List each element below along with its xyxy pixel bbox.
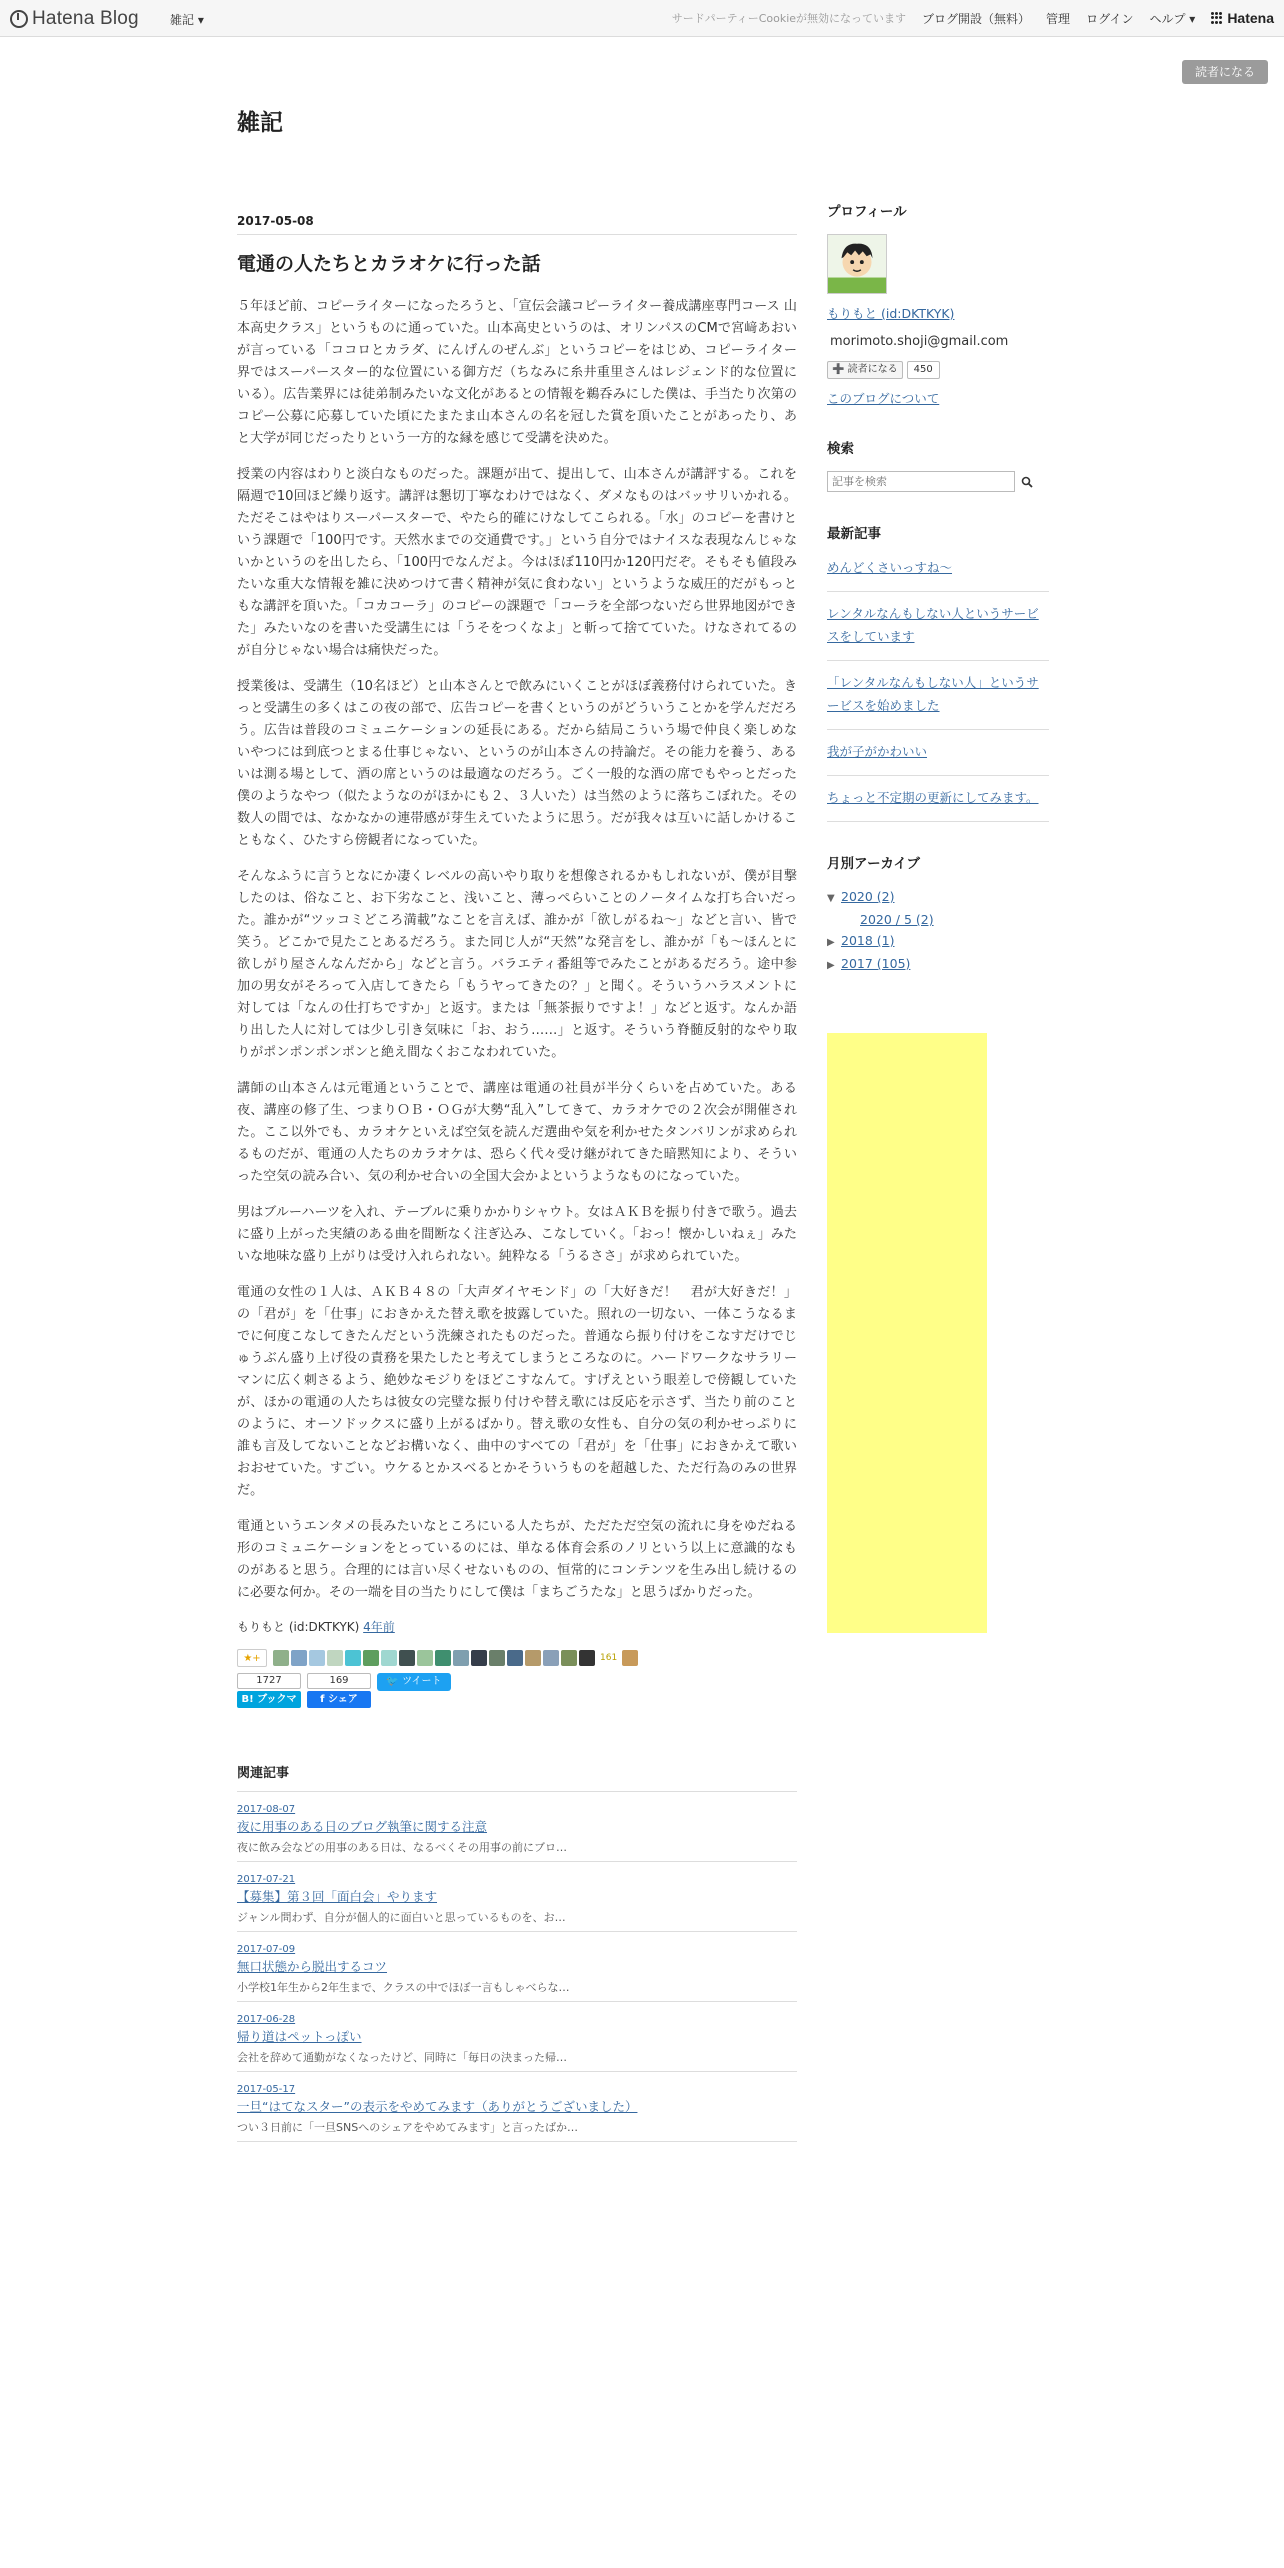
tweet-button[interactable] [377,1673,451,1691]
sidebar [827,200,1049,1006]
archive-heading: 月別アーカイブ [827,856,921,872]
twitter-bird-icon: 🐦 [386,1676,399,1687]
hatena-blog-logo[interactable] [10,8,139,30]
related-entries [237,1762,797,2142]
facebook-count[interactable]: 169 [307,1673,371,1689]
related-summary: ジャンル問わず、自分が個人的に面白いと思っているものを、お… [237,1911,566,1924]
related-date[interactable]: 2017-07-21 [237,1874,296,1885]
subscriber-count[interactable]: 450 [907,361,940,379]
archive-link[interactable]: 2017 (105) [841,956,911,971]
manage-link[interactable]: 管理 [1046,11,1071,26]
archive-link[interactable]: 2018 (1) [841,933,895,948]
search-input[interactable] [827,471,1015,492]
related-title-link[interactable]: 【募集】第３回「面白会」やります [237,1889,438,1904]
profile-module [827,200,1049,407]
star-avatar[interactable] [435,1650,451,1666]
archive-item [827,953,1049,976]
related-item [237,2002,797,2072]
hatena-menu[interactable] [1211,10,1274,26]
global-header [0,0,1284,37]
profile-avatar-icon[interactable] [827,234,887,294]
archive-item [827,930,1049,953]
archive-item [827,886,1049,909]
recent-entry [827,730,1049,776]
profile-heading: プロフィール [827,204,907,220]
star-avatar[interactable] [399,1650,415,1666]
archive-item [827,909,1049,930]
profile-subscribe-button[interactable]: ➕ 読者になる [827,361,903,379]
help-menu[interactable]: ヘルプ ▾ [1149,11,1196,26]
recent-heading: 最新記事 [827,526,881,542]
tweet-label: ツイート [402,1676,442,1687]
hatena-label: Hatena [1227,10,1274,26]
related-item [237,1862,797,1932]
star-avatar[interactable] [327,1650,343,1666]
archive-module [827,852,1049,976]
blog-menu[interactable]: 雑記 ▾ [170,13,204,27]
recent-entry [827,776,1049,822]
login-link[interactable]: ログイン [1086,11,1134,26]
search-icon[interactable] [1021,476,1033,488]
expanded-triangle-icon[interactable]: ▼ [827,893,835,904]
profile-name-link[interactable]: もりもと (id:DKTKYK) [827,306,955,321]
star-avatar[interactable] [561,1650,577,1666]
related-date[interactable]: 2017-07-09 [237,1944,296,1955]
entry-date[interactable]: 2017-05-08 [237,214,797,235]
star-avatar[interactable] [507,1650,523,1666]
related-date[interactable]: 2017-05-17 [237,2084,296,2095]
search-module [827,437,1049,492]
recent-entry [827,556,1049,592]
related-summary: つい３日前に「一旦SNSへのシェアをやめてみます」と言ったばか… [237,2121,578,2134]
share-row [237,1673,797,1722]
entry-footer [237,1618,797,1635]
related-date[interactable]: 2017-06-28 [237,2014,296,2025]
related-summary: 会社を辞めて通勤がなくなったけど、同時に「毎日の決まった帰… [237,2051,567,2064]
entry-paragraph: 講師の山本さんは元電通ということで、講座は電通の社員が半分くらいを占めていた。ある夜、講座の修了生、つまりＯＢ・ＯＧが大勢“乱入”してきて、カラオケでの２次会が開催された。ここ以外でも、カラオケといえば空気を読んだ選曲や気を利かせたタンバリンが求められるものだが、電通の人たちのカラオケは、恐らく代々受け継がれてきた暗黙知により、そういった空気の読み合い、気の利かせ合いの全国大会かよというようなものになっていた。 [237,1081,797,1184]
profile-subscribe-row [827,361,1049,379]
star-avatar[interactable] [291,1650,307,1666]
related-item [237,1932,797,2002]
hatebu-share [237,1673,301,1722]
subscribe-button[interactable]: 読者になる [1182,60,1268,84]
star-avatar[interactable] [622,1650,638,1666]
star-row [237,1647,797,1669]
star-avatar[interactable] [381,1650,397,1666]
search-heading: 検索 [827,441,854,457]
archive-link[interactable]: 2020 (2) [841,889,895,904]
star-count[interactable]: 161 [600,1653,618,1663]
sidebar-ad[interactable] [827,1033,987,1633]
entry-paragraph: 授業後は、受講生（10名ほど）と山本さんとで飲みにいくことがほぼ義務付けられていた。きっと受講生の多くはこの夜の部で、広告コピーを書くというのがどういうことかを学んだだろう。広告は普段のコミュニケーションの延長にある。だから結局こういう場で仲良く楽しめないやつには到底つとまる仕事じゃない、というのが山本さんの持論だ。その能力を養う、あるいは測る場として、酒の席というのは最適なのだろう。ごく一般的な酒の席でもやっとだった僕のようなやつ（似たようなのがほかにも２、３人いた）は当然のように落ちこぼれた。その数人の間では、なかなかの連帯感が芽生えていたように思う。だが我々は互いに話しかけることもなく、ひたすら傍観者になっていた。 [237,679,797,848]
entry-paragraph: 男はブルーハーツを入れ、テーブルに乗りかかりシャウト。女はＡＫＢを振り付きで歌う。過去に盛り上がった実績のある曲を間断なく注ぎ込み、こなしていく。「おっ！懐かしいねぇ」みたいな地味な盛り上がりは受け入れられない。純粋なる「うるささ」が求められていた。 [237,1205,797,1264]
recent-entries-module [827,522,1049,822]
star-avatar[interactable] [417,1650,433,1666]
blog-title[interactable]: 雑記 [237,109,283,136]
related-date[interactable]: 2017-08-07 [237,1804,296,1815]
star-avatar[interactable] [471,1650,487,1666]
about-blog-link[interactable]: このブログについて [827,391,940,406]
add-star-button[interactable]: ★+ [237,1649,267,1667]
related-summary: 夜に飲み会などの用事のある日は、なるべくその用事の前にブロ… [237,1841,567,1854]
entry-paragraph: そんなふうに言うとなにか凄くレベルの高いやり取りを想像されるかもしれないが、僕が目撃したのは、俗なこと、お下劣なこと、浅いこと、薄っぺらいことのノータイムな打ち合いだった。誰かが“ツッコミどころ満載”なことを言えば、誰かが「欲しがるね〜」などと言い、皆で笑う。どこかで見たことあるだろう。また同じ人が“天然”な発言をし、誰かが「も〜ほんとに欲しがり屋さんなんだから」などと言う。バラエティ番組等でみたことがあるだろう。途中参加の男女がそろって入店してきたら「もうヤってきたの？」と聞く。そういうハラスメントに対しては「なんの仕打ちですか」と返す。または「無茶振りですよ！」などと返す。なんか語り出した人に対しては少し引き気味に「お、おう……」と返す。そういう脊髄反射的なやり取りがポンポンポンポンと絶え間なくおこなわれていた。 [237,869,798,1060]
star-avatar[interactable] [525,1650,541,1666]
related-heading: 関連記事 [237,1762,797,1792]
open-blog-link[interactable]: ブログ開設（無料） [922,11,1031,26]
related-title-link[interactable]: 夜に用事のある日のブログ執筆に関する注意 [237,1819,488,1834]
entry-paragraph: ５年ほど前、コピーライターになったろうと、「宣伝会議コピーライター養成講座専門コース 山本高史クラス」というものに通っていた。山本高史というのは、オリンパスのCMで宮﨑あおいが言っている「ココロとカラダ、にんげんのぜんぶ」というコピーをはじめ、コピーライター界ではスーパースター的な位置にいる御方だ（ちなみに糸井重里さんはレジェンド的な位置にいる）。広告業界には徒弟制みたいな文化があるとの情報を鵜呑みにした僕は、手当たり次第のコピー公募に応募していた頃にたまたま山本さんの名を冠した賞を頂いたことがあったり、あと大学が同じだったりという一方的な縁を感じて受講を決めた。 [237,299,797,446]
related-item [237,2072,797,2142]
entry-author: もりもと (id:DKTKYK) [237,1620,360,1634]
recent-entry-link[interactable]: 「レンタルなんもしない人」というサービスを始めました [827,675,1039,713]
star-avatar[interactable] [309,1650,325,1666]
archive-link[interactable]: 2020 / 5 (2) [860,912,934,927]
star-avatar[interactable] [543,1650,559,1666]
recent-entry [827,592,1049,661]
entry-paragraph: 授業の内容はわりと淡白なものだった。課題が出て、提出して、山本さんが講評する。これを隔週で10回ほど繰り返す。講評は懇切丁寧なわけではなく、ダメなものはバッサリいかれる。ただそこはやはりスーパースターで、やたら的確にけなしてこられる。「水」のコピーを書けという課題で「100円です。天然水までの交通費です。」という自分ではナイスな表現なんじゃないかというのを出したら、「100円でなんだよ。今はほぼ110円か120円だぞ。そもそも値段みたいな重大な情報を雑に決めつけて書く精神が気に食わない」というような威圧的だがもっともな講評を頂いた。「コカコーラ」のコピーの課題で「コーラを全部つないだら世界地図ができた」みたいなのを書いた受講生には「うそをつくなよ」と斬って捨てていた。けなされてるのが自分じゃない場合は痛快だった。 [237,467,797,658]
related-title-link[interactable]: 無口状態から脱出するコツ [237,1959,388,1974]
star-avatar[interactable] [579,1650,595,1666]
collapsed-triangle-icon[interactable]: ▶ [827,960,835,971]
recent-entry-link[interactable]: ちょっと不定期の更新にしてみます。 [827,790,1039,805]
related-title-link[interactable]: 帰り道はペットっぽい [237,2029,362,2044]
star-avatar[interactable] [489,1650,505,1666]
facebook-share [307,1673,371,1708]
recent-entry-link[interactable]: レンタルなんもしない人というサービスをしています [827,606,1039,644]
star-avatar[interactable] [363,1650,379,1666]
hatebu-button[interactable]: B! ブックマーク [237,1691,301,1708]
star-avatar[interactable] [345,1650,361,1666]
archive-list [827,886,1049,976]
collapsed-triangle-icon[interactable]: ▶ [827,937,835,948]
entry-main [237,214,797,2142]
entry-paragraph: 電通の女性の１人は、ＡＫＢ４８の「大声ダイヤモンド」の「大好きだ！ 君が大好きだ！」の「君が」を「仕事」におきかえた替え歌を披露していた。照れの一切ない、一体こうなるまでに何度こなしてきたんだという洗練されたものだった。普通なら振り付けをこなすだけでじゅうぶん盛り上げ役の責務を果たしたと考えてしまうところなのに。ハードワークなサラリーマンに広く刺さるよう、絶妙なモジりをほどこすなんて。すげえという眼差しで傍観していたが、ほかの電通の人たちは彼女の完璧な振り付けや替え歌には反応を示さず、当たり前のことのように、オーソドックスに盛り上がるばかり。替え歌の女性も、自分の気の利かせっぷりに誰も言及してないことなどお構いなく、曲中のすべての「君が」を「仕事」におきかえて歌いおおせていた。すごい。ウケるとかスベるとかそういうものを超越した、ただ行為のみの世界だ。 [237,1285,797,1498]
star-avatar[interactable] [453,1650,469,1666]
entry-body [237,296,797,1604]
entry-paragraph: 電通というエンタメの長みたいなところにいる人たちが、ただただ空気の流れに身をゆだねる形のコミュニケーションをとっているのには、単なる体育会系のノリという以上に意識的なものがあると思う。合理的には言い尽くせないものの、恒常的にコンテンツを生み出し続けるのに必要な何か。その一端を目の当たりにして僕は「まちごうたな」と思うばかりだった。 [237,1519,797,1600]
recent-entry-link[interactable]: 我が子がかわいい [827,744,928,759]
related-item [237,1792,797,1862]
header-right-menu [672,0,1274,36]
hatena-blog-logo-icon [10,10,28,28]
cookie-notice: サードパーティーCookieが無効になっています [671,12,907,25]
search-row [827,471,1049,492]
hatena-dots-icon [1211,12,1223,24]
related-summary: 小学校1年生から2年生まで、クラスの中でほぼ一言もしゃべらな… [237,1981,570,1994]
recent-entry-link[interactable]: めんどくさいっすね〜 [827,560,953,575]
logo-text: Hatena Blog [32,8,139,29]
entry-ago-link[interactable]: 4年前 [363,1620,395,1634]
recent-entry [827,661,1049,730]
facebook-share-button[interactable]: f シェア [307,1691,371,1708]
profile-email: morimoto.shoji@gmail.com [830,334,1009,349]
entry-title[interactable]: 電通の人たちとカラオケに行った話 [237,253,541,275]
star-avatar[interactable] [273,1650,289,1666]
related-title-link[interactable]: 一旦“はてなスター”の表示をやめてみます（ありがとうございました） [237,2099,638,2114]
hatebu-count[interactable]: 1727 [237,1673,301,1689]
